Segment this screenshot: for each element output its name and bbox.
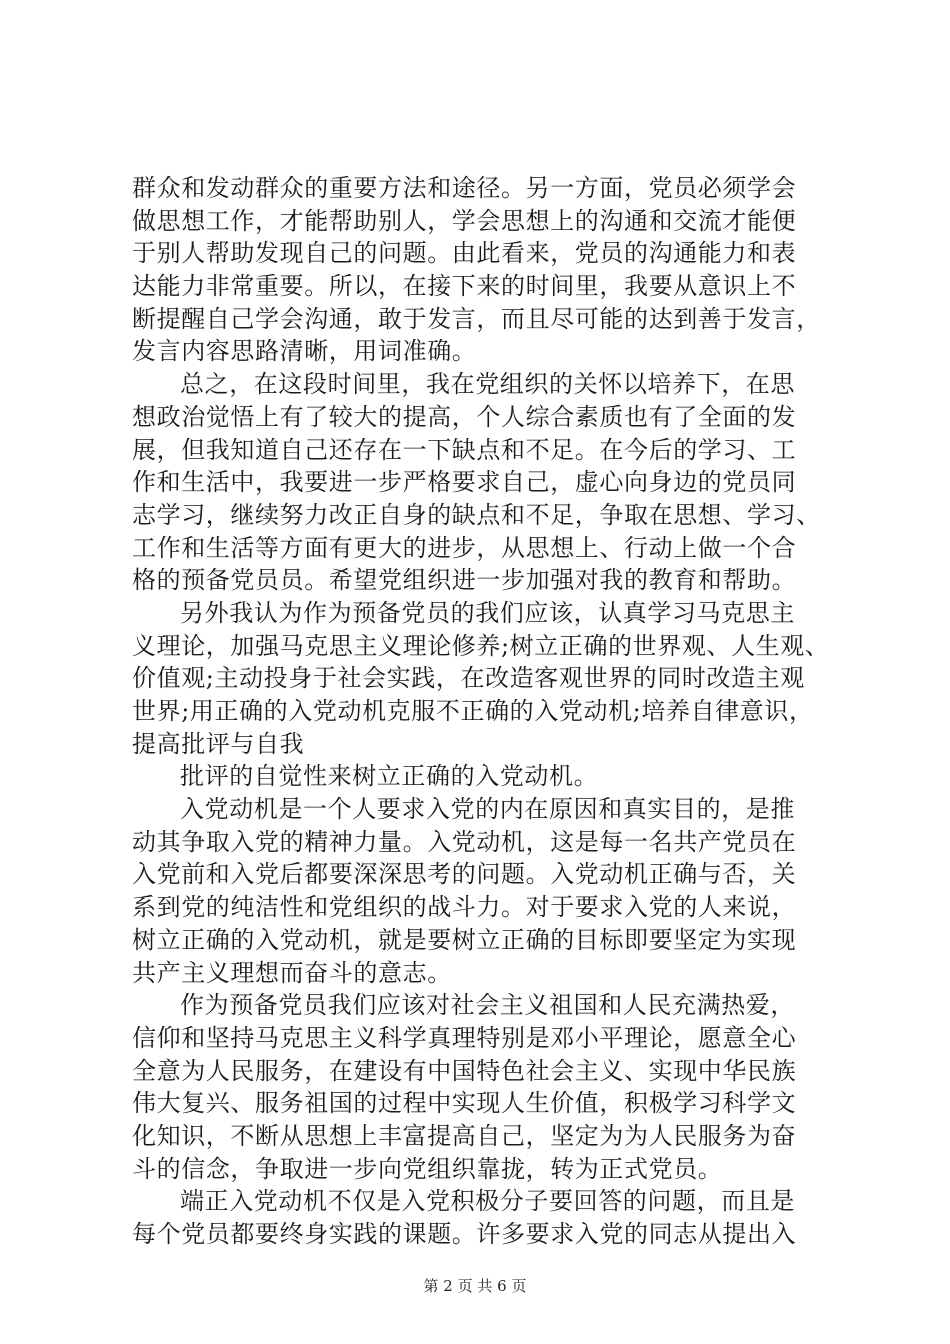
text-line: 想政治觉悟上有了较大的提高，个人综合素质也有了全面的发 bbox=[132, 402, 797, 431]
text-line: 伟大复兴、服务祖国的过程中实现人生价值，积极学习科学文 bbox=[132, 1089, 797, 1118]
text-line: 动其争取入党的精神力量。入党动机，这是每一名共产党员在 bbox=[132, 827, 797, 856]
text-line: 发言内容思路清晰，用词准确。 bbox=[132, 337, 477, 366]
text-line: 共产主义理想而奋斗的意志。 bbox=[132, 958, 452, 987]
text-line: 化知识，不断从思想上丰富提高自己，坚定为为人民服务为奋 bbox=[132, 1121, 797, 1150]
text-line: 入党前和入党后都要深深思考的问题。入党动机正确与否，关 bbox=[132, 860, 797, 889]
text-line: 做思想工作，才能帮助别人，学会思想上的沟通和交流才能便 bbox=[132, 206, 797, 235]
paragraph-first-line: 端正入党动机不仅是入党积极分子要回答的问题，而且是 bbox=[180, 1187, 795, 1216]
paragraph-first-line: 入党动机是一个人要求入党的内在原因和真实目的，是推 bbox=[180, 795, 795, 824]
paragraph-first-line: 作为预备党员我们应该对社会主义祖国和人民充满热爱， bbox=[180, 991, 795, 1020]
text-line: 每个党员都要终身实践的课题。许多要求入党的同志从提出入 bbox=[132, 1220, 797, 1248]
text-line: 格的预备党员员。希望党组织进一步加强对我的教育和帮助。 bbox=[132, 566, 797, 595]
text-line: 斗的信念，争取进一步向党组织靠拢，转为正式党员。 bbox=[132, 1154, 723, 1183]
paragraph-first-line: 批评的自觉性来树立正确的入党动机。 bbox=[180, 762, 599, 791]
text-line: 志学习，继续努力改正自身的缺点和不足，争取在思想、学习、 bbox=[132, 500, 821, 529]
paragraph-first-line: 总之，在这段时间里，我在党组织的关怀以培养下，在思 bbox=[180, 370, 795, 399]
document-body bbox=[132, 172, 832, 1251]
paragraph-first-line: 另外我认为作为预备党员的我们应该，认真学习马克思主 bbox=[180, 598, 795, 627]
text-line: 断提醒自己学会沟通，敢于发言，而且尽可能的达到善于发言， bbox=[132, 304, 821, 333]
text-line: 作和生活中，我要进一步严格要求自己，虚心向身边的党员同 bbox=[132, 468, 797, 497]
text-line: 展，但我知道自己还存在一下缺点和不足。在今后的学习、工 bbox=[132, 435, 797, 464]
text-line: 树立正确的入党动机，就是要树立正确的目标即要坚定为实现 bbox=[132, 925, 797, 954]
text-line: 信仰和坚持马克思主义科学真理特别是邓小平理论，愿意全心 bbox=[132, 1023, 797, 1052]
text-line: 达能力非常重要。所以，在接下来的时间里，我要从意识上不 bbox=[132, 272, 797, 301]
text-line: 全意为人民服务，在建设有中国特色社会主义、实现中华民族 bbox=[132, 1056, 797, 1085]
text-line: 于别人帮助发现自己的问题。由此看来，党员的沟通能力和表 bbox=[132, 239, 797, 268]
text-line: 价值观;主动投身于社会实践，在改造客观世界的同时改造主观 bbox=[132, 664, 805, 693]
page-footer: 第 2 页 共 6 页 bbox=[423, 1277, 527, 1295]
text-line: 工作和生活等方面有更大的进步，从思想上、行动上做一个合 bbox=[132, 533, 797, 562]
text-line: 群众和发动群众的重要方法和途径。另一方面，党员必须学会 bbox=[132, 174, 797, 202]
text-line: 义理论，加强马克思主义理论修养;树立正确的世界观、人生观、 bbox=[132, 631, 830, 660]
text-line: 世界;用正确的入党动机克服不正确的入党动机;培养自律意识， bbox=[132, 697, 814, 725]
text-line: 系到党的纯洁性和党组织的战斗力。对于要求入党的人来说， bbox=[132, 893, 797, 922]
text-line: 提高批评与自我 bbox=[132, 729, 305, 758]
